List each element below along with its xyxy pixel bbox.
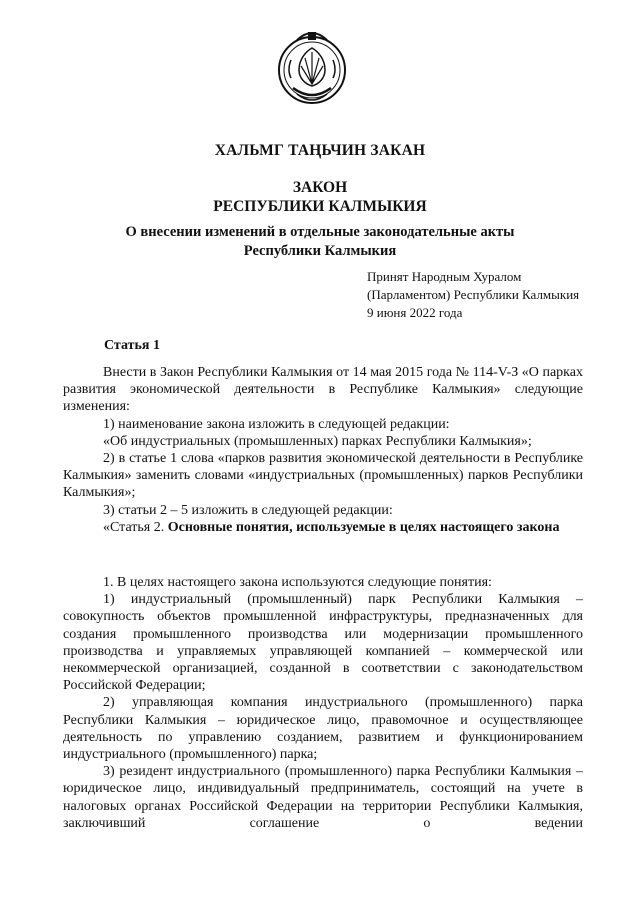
definition-1: 1) индустриальный (промышленный) парк Республики Калмыкия – совокупность объектов промышленной инфраструктуры, предназначенных для создания промышленного производства или модернизации промышленного производства и управляемых управляющей компанией – коммерческой или некоммерческой организацией, созданной в соответствии с законодательством Российской Федерации;	[63, 592, 583, 694]
article1-item1-text: «Об индустриальных (промышленных) парках Республики Калмыкия»;	[103, 433, 532, 449]
article1-item3: 3) статьи 2 – 5 изложить в следующей редакции:	[103, 502, 393, 518]
definition-3: 3) резидент индустриального (промышленного) парка Республики Калмыкия – юридическое лицо, индивидуальный предприниматель, состоящий на учете в налоговых органах Российской Федерации на территории Республики Калмыкия, заключивший соглашение о ведении	[63, 764, 583, 831]
republic-title: РЕСПУБЛИКИ КАЛМЫКИЯ	[213, 198, 427, 215]
article1-body	[63, 364, 583, 536]
adoption-block	[367, 268, 579, 322]
kalmyk-title: ХАЛЬМГ ТАҢЬЧИН ЗАКАН	[214, 142, 426, 159]
adoption-line1: Принят Народным Хуралом	[367, 269, 522, 284]
calmykia-emblem-icon	[277, 22, 347, 118]
article1-item1: 1) наименование закона изложить в следующей редакции:	[103, 416, 450, 432]
law-word: ЗАКОН	[292, 179, 348, 196]
article2-title: Основные понятия, используемые в целях настоящего закона	[167, 519, 560, 535]
article1-heading: Статья 1	[104, 338, 160, 353]
definitions-body	[63, 574, 583, 832]
adoption-line2: (Парламентом) Республики Калмыкия	[367, 287, 580, 302]
definition-2: 2) управляющая компания индустриального (промышленного) парка Республики Калмыкия – юридическое лицо, правомочное и осуществляющее деятельность по управлению созданием, развитием и функционированием индустриального (промышленного) парка;	[63, 695, 583, 763]
law-subject-line2: Республики Калмыкия	[243, 243, 397, 259]
article1-intro: Внести в Закон Республики Калмыкия от 14 мая 2015 года № 114-V-З «О парках развития экономической деятельности в Республике Калмыкия» следующие изменения:	[63, 365, 583, 415]
article1-item2: 2) в статье 1 слова «парков развития экономической деятельности в Республике Калмыкия» заменить словами «индустриальных (промышленных) парков Республики Калмыкия»;	[63, 451, 583, 501]
article2-heading	[63, 519, 583, 536]
law-subject-line1: О внесении изменений в отдельные законодательные акты	[125, 224, 515, 240]
adoption-date: 9 июня 2022 года	[367, 305, 463, 320]
article2-prefix: «Статья 2.	[103, 519, 165, 535]
definitions-intro: 1. В целях настоящего закона используются следующие понятия:	[103, 575, 492, 590]
